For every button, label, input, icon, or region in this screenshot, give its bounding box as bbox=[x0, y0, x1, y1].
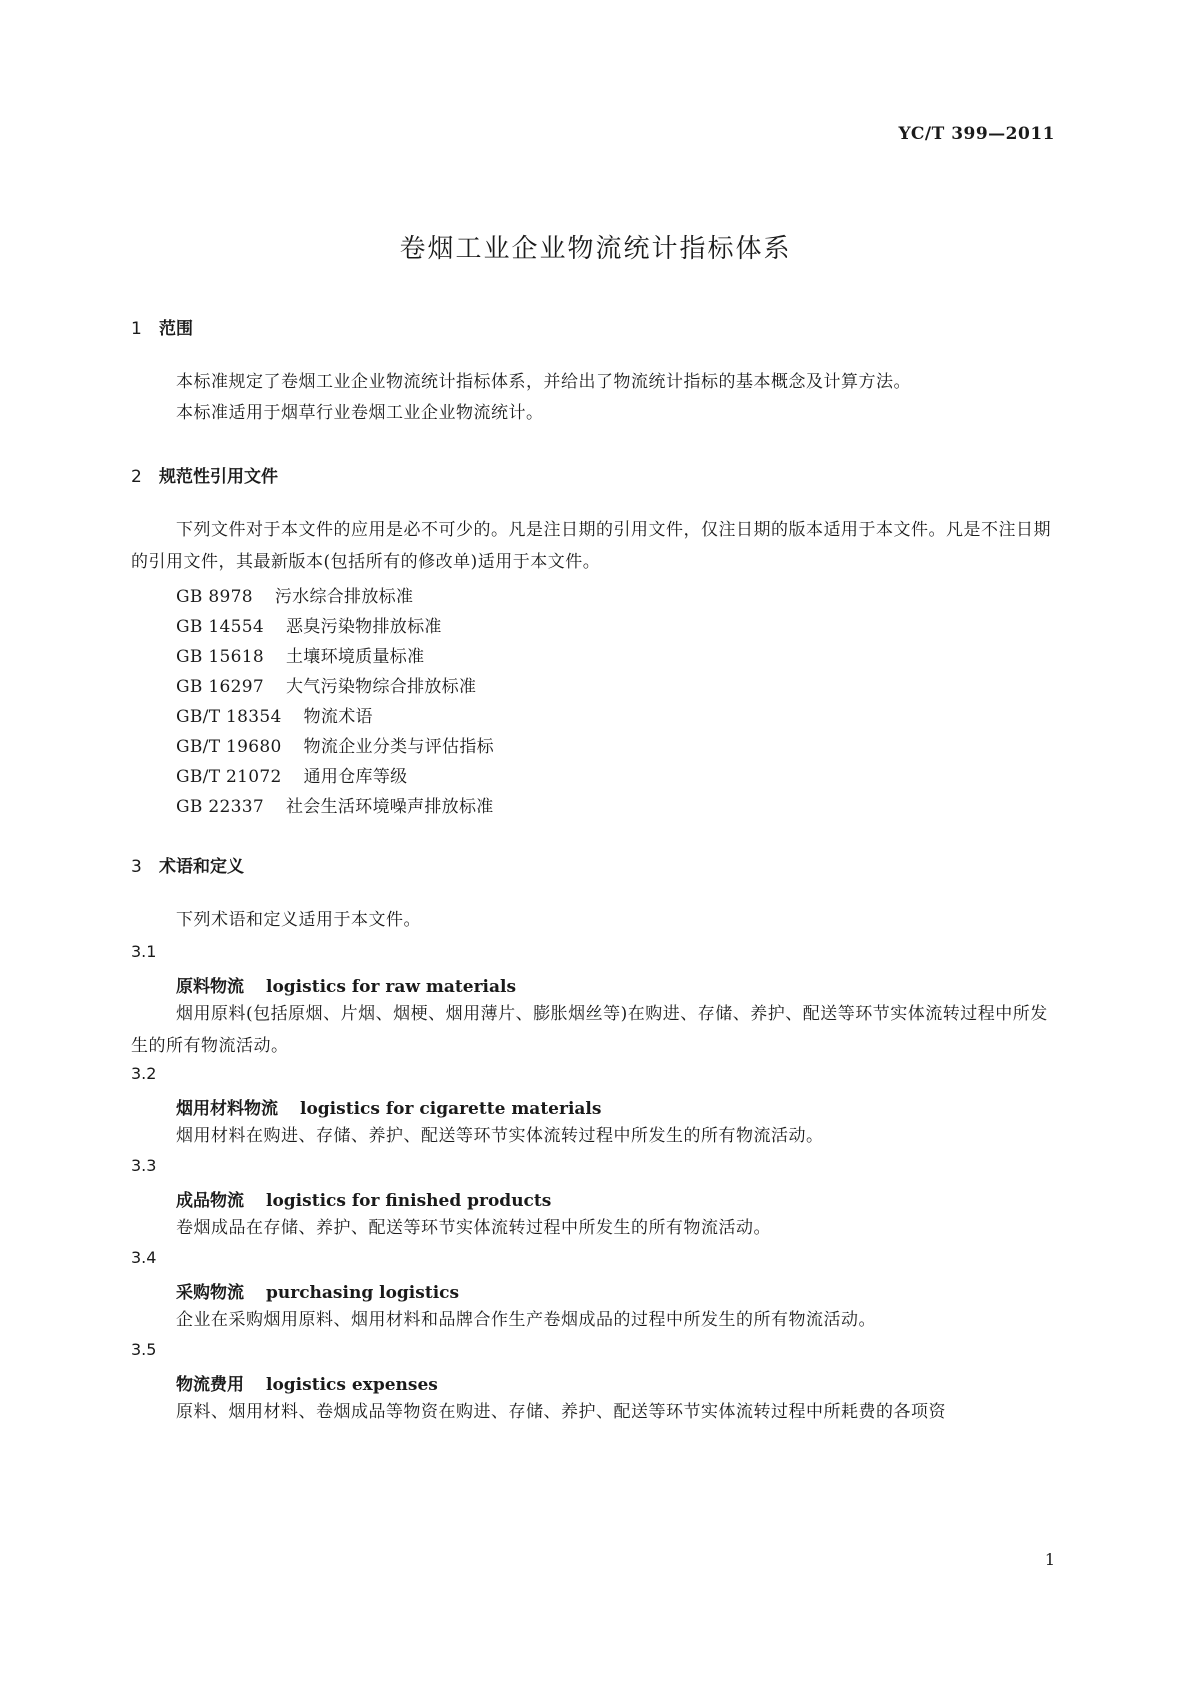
reference-line bbox=[176, 612, 442, 637]
term-en: logistics for finished products bbox=[266, 1191, 552, 1211]
section-3-intro: 下列术语和定义适用于本文件。 bbox=[176, 910, 421, 930]
section-title: 规范性引用文件 bbox=[159, 467, 278, 487]
clause-number: 3.4 bbox=[131, 1248, 157, 1267]
reference-title: 污水综合排放标准 bbox=[274, 587, 414, 607]
reference-code: GB 8978 bbox=[176, 587, 253, 607]
term-definition: 卷烟成品在存储、养护、配送等环节实体流转过程中所发生的所有物流活动。 bbox=[176, 1218, 771, 1238]
reference-line bbox=[176, 582, 413, 607]
section-1-heading bbox=[131, 314, 193, 339]
term-zh: 原料物流 bbox=[176, 977, 244, 997]
section-1-paragraph-1: 本标准规定了卷烟工业企业物流统计指标体系，并给出了物流统计指标的基本概念及计算方法。 bbox=[176, 372, 911, 392]
document-title: 卷烟工业企业物流统计指标体系 bbox=[399, 234, 792, 264]
reference-code: GB/T 19680 bbox=[176, 737, 282, 757]
reference-line bbox=[176, 702, 373, 727]
reference-code: GB 22337 bbox=[176, 797, 264, 817]
section-2-heading bbox=[131, 462, 278, 487]
reference-line bbox=[176, 762, 407, 787]
reference-line bbox=[176, 642, 424, 667]
term-definition: 烟用原料(包括原烟、片烟、烟梗、烟用薄片、膨胀烟丝等)在购进、存储、养护、配送等环节实体流转过程中所发生的所有物流活动。 bbox=[131, 1004, 1048, 1056]
section-2-intro: 下列文件对于本文件的应用是必不可少的。凡是注日期的引用文件，仅注日期的版本适用于本文件。凡是不注日期的引用文件，其最新版本(包括所有的修改单)适用于本文件。 bbox=[131, 520, 1051, 572]
term-definition: 烟用材料在购进、存储、养护、配送等环节实体流转过程中所发生的所有物流活动。 bbox=[176, 1126, 824, 1146]
term-en: logistics for cigarette materials bbox=[300, 1099, 602, 1119]
term-en: logistics for raw materials bbox=[266, 977, 517, 997]
reference-title: 物流术语 bbox=[303, 707, 373, 727]
clause-number: 3.5 bbox=[131, 1340, 157, 1359]
term-en: purchasing logistics bbox=[266, 1283, 460, 1303]
term-zh: 采购物流 bbox=[176, 1283, 244, 1303]
term-heading bbox=[176, 1370, 438, 1395]
term-heading bbox=[176, 1094, 601, 1119]
reference-line bbox=[176, 792, 494, 817]
reference-title: 通用仓库等级 bbox=[303, 767, 408, 787]
reference-title: 社会生活环境噪声排放标准 bbox=[285, 797, 494, 817]
term-zh: 成品物流 bbox=[176, 1191, 244, 1211]
term-zh: 烟用材料物流 bbox=[176, 1099, 278, 1119]
clause-number: 3.3 bbox=[131, 1156, 157, 1175]
term-zh: 物流费用 bbox=[176, 1375, 244, 1395]
section-number: 1 bbox=[131, 319, 142, 339]
section-title: 范围 bbox=[159, 319, 193, 339]
reference-code: GB 14554 bbox=[176, 617, 264, 637]
reference-title: 土壤环境质量标准 bbox=[285, 647, 425, 667]
section-1-paragraph-2: 本标准适用于烟草行业卷烟工业企业物流统计。 bbox=[176, 403, 544, 423]
term-definition: 企业在采购烟用原料、烟用材料和品牌合作生产卷烟成品的过程中所发生的所有物流活动。 bbox=[176, 1310, 876, 1330]
section-number: 3 bbox=[131, 857, 142, 877]
reference-title: 恶臭污染物排放标准 bbox=[285, 617, 442, 637]
term-definition: 原料、烟用材料、卷烟成品等物资在购进、存储、养护、配送等环节实体流转过程中所耗费的各项资 bbox=[176, 1402, 946, 1422]
term-en: logistics expenses bbox=[266, 1375, 438, 1395]
reference-code: GB/T 21072 bbox=[176, 767, 282, 787]
reference-code: GB/T 18354 bbox=[176, 707, 282, 727]
reference-code: GB 16297 bbox=[176, 677, 264, 697]
section-title: 术语和定义 bbox=[159, 857, 244, 877]
section-number: 2 bbox=[131, 467, 142, 487]
term-heading bbox=[176, 1186, 551, 1211]
reference-title: 大气污染物综合排放标准 bbox=[285, 677, 477, 697]
clause-number: 3.2 bbox=[131, 1064, 157, 1083]
clause-number: 3.1 bbox=[131, 942, 157, 961]
section-3-heading bbox=[131, 852, 244, 877]
reference-code: GB 15618 bbox=[176, 647, 264, 667]
reference-line bbox=[176, 672, 476, 697]
reference-line bbox=[176, 732, 494, 757]
reference-title: 物流企业分类与评估指标 bbox=[303, 737, 494, 757]
term-heading bbox=[176, 972, 516, 997]
page-number: 1 bbox=[1044, 1550, 1055, 1569]
term-heading bbox=[176, 1278, 459, 1303]
standard-code: YC/T 399—2011 bbox=[898, 124, 1055, 144]
